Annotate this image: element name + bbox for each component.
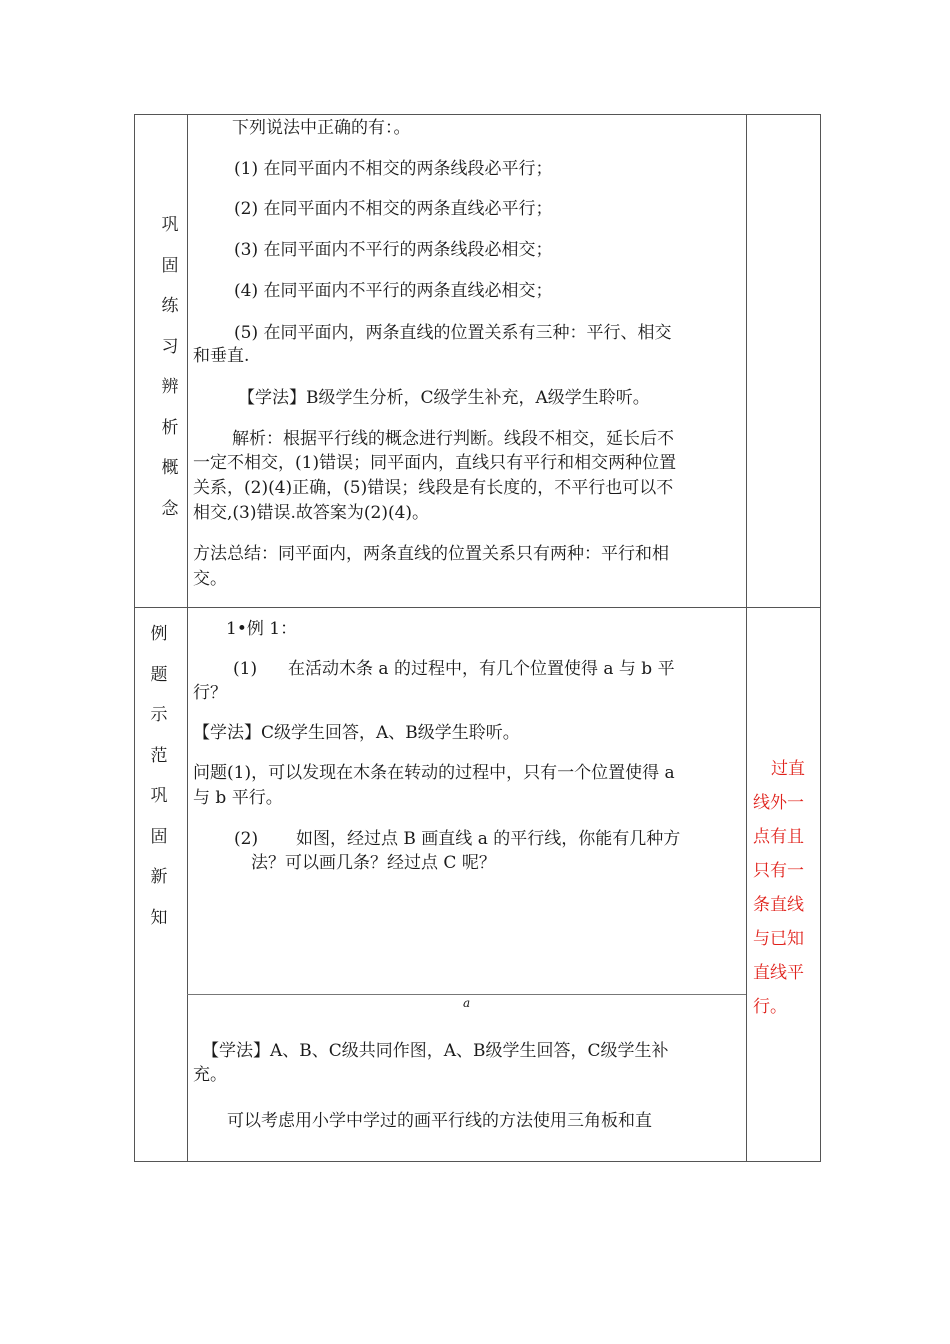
summary-line-1: 方法总结：同平面内，两条直线的位置关系只有两种：平行和相 [193,544,669,564]
table-border-bottom [134,1161,821,1162]
statement-5-line1: (5) 在同平面内，两条直线的位置关系有三种：平行、相交 [234,323,672,343]
question-text: 下列说法中正确的有：。 [232,118,411,138]
section1-side-label: 巩 固 练 习 辨 析 概 念 [161,215,179,519]
method-note-1: 【学法】B级学生分析，C级学生补充，A级学生聆听。 [238,388,650,408]
figure-divider-line [187,994,746,995]
analysis-line-3: 关系，(2)(4)正确，(5)错误；线段是有长度的，不平行也可以不 [193,478,674,498]
margin-note-line-6: 与已知 [753,929,804,949]
margin-note-line-8: 行。 [753,997,787,1017]
q2-line-2: 法？可以画几条？经过点 C 呢？ [251,853,496,873]
analysis-line-1: 解析：根据平行线的概念进行判断。线段不相交，延长后不 [232,429,674,449]
q1-line-2: 行？ [193,683,227,703]
hint-text: 可以考虑用小学中学过的画平行线的方法使用三角板和直 [227,1111,652,1131]
margin-note-line-4: 只有一 [753,861,804,881]
margin-note-line-2: 线外一 [753,793,804,813]
section2-side-label: 例 题 示 范 巩 固 新 知 [150,624,168,928]
margin-note-line-5: 条直线 [753,895,804,915]
analysis-line-4: 相交,(3)错误.故答案为(2)(4)。 [193,503,430,523]
margin-note-line-3: 点有且 [753,827,804,847]
q2-number: (2) [234,829,259,849]
figure-label-a: a [463,996,471,1010]
answer-1-line-1: 问题(1)，可以发现在木条在转动的过程中，只有一个位置使得 a [193,763,675,783]
table-border-left [134,114,135,1162]
statement-3: (3) 在同平面内不平行的两条线段必相交； [234,240,553,260]
method-note-3-line-1: 【学法】A、B、C级共同作图，A、B级学生回答，C级学生补 [202,1041,669,1061]
table-row-divider [134,607,821,608]
answer-1-line-2: 与 b 平行。 [193,788,283,808]
method-note-2: 【学法】C级学生回答，A、B级学生聆听。 [193,723,520,743]
summary-line-2: 交。 [193,569,227,589]
example-title: 1•例 1： [226,619,298,639]
margin-note-line-1: 过直 [771,759,805,779]
q1-number: (1) [233,659,258,679]
statement-1: (1) 在同平面内不相交的两条线段必平行； [234,159,553,179]
table-border-right [820,114,821,1162]
table-col-divider-2 [746,114,747,1162]
method-note-3-line-2: 充。 [193,1065,227,1085]
statement-4: (4) 在同平面内不平行的两条直线必相交； [234,281,553,301]
q2-line-1: 如图，经过点 B 画直线 a 的平行线，你能有几种方 [296,829,681,849]
statement-2: (2) 在同平面内不相交的两条直线必平行； [234,199,553,219]
q1-line-1: 在活动木条 a 的过程中，有几个位置使得 a 与 b 平 [288,659,675,679]
analysis-line-2: 一定不相交，(1)错误；同平面内，直线只有平行和相交两种位置 [193,453,677,473]
statement-5-line2: 和垂直. [193,346,250,366]
margin-note-line-7: 直线平 [753,963,804,983]
